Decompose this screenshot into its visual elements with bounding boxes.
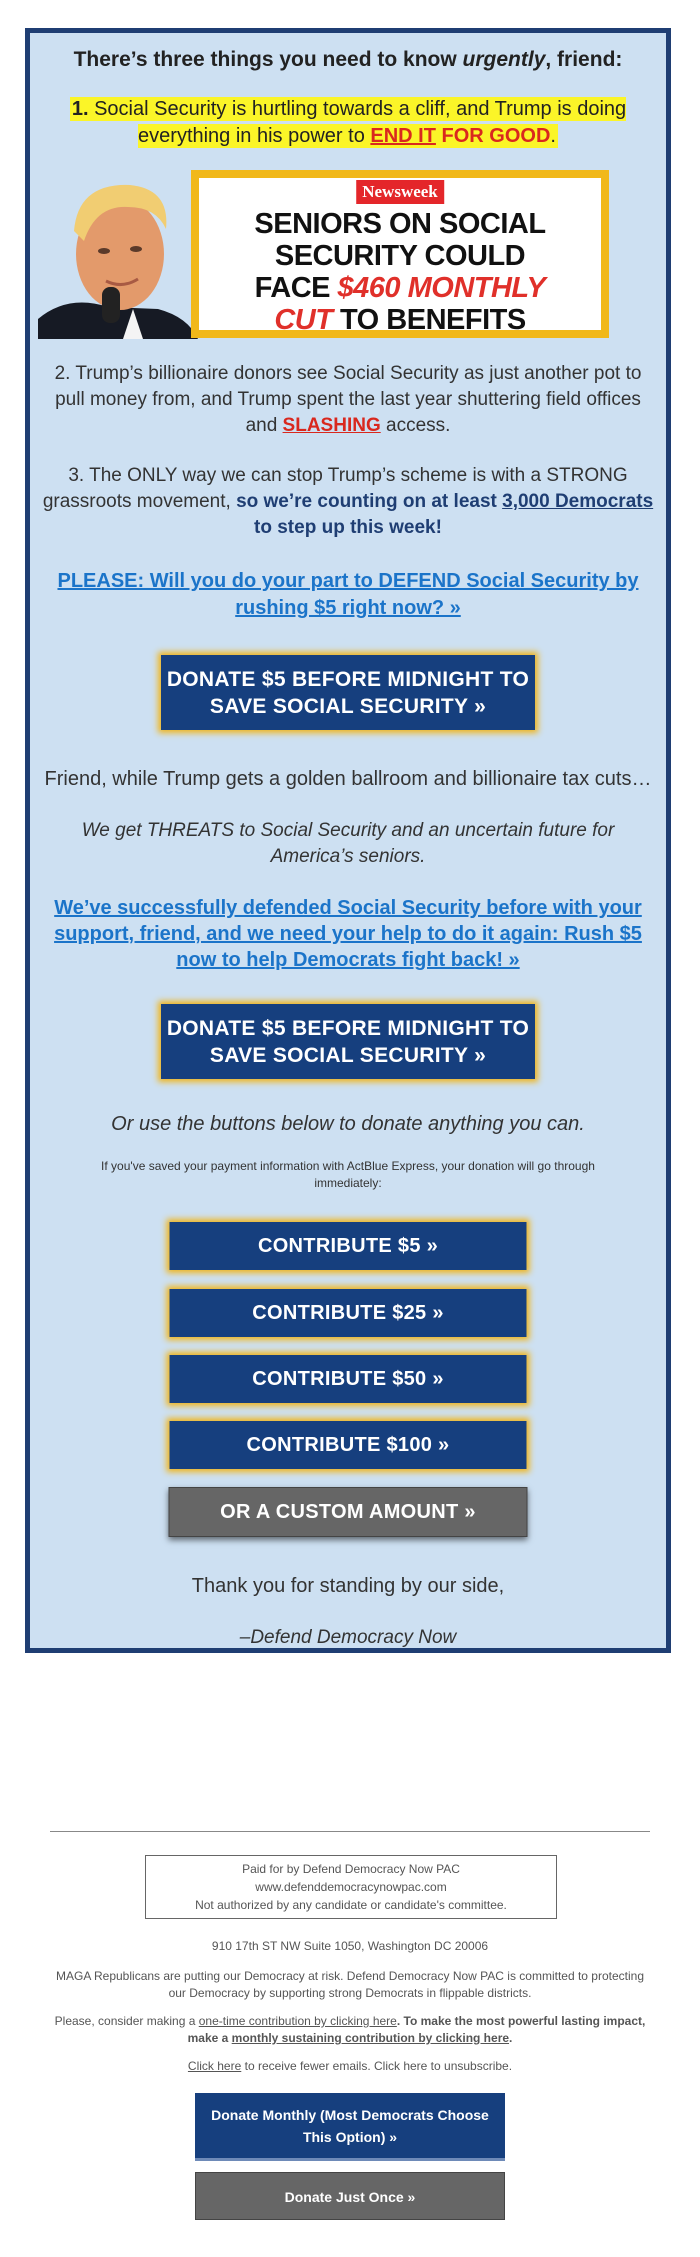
highlighted-text <box>70 97 626 148</box>
point-three-bold-end: to step up this week! <box>254 517 442 538</box>
headline-line-1: SENIORS ON SOCIAL <box>254 208 546 240</box>
point-one-period: . <box>550 125 556 147</box>
threats-line: We get THREATS to Social Security and an uncertain future for America’s seniors. <box>81 820 615 867</box>
point-one-text: Social Security is hurtling towards a cliff, and Trump is doing everything in his power to <box>88 98 627 147</box>
point-three <box>40 463 656 541</box>
contribute-25-button[interactable]: CONTRIBUTE $25 » <box>170 1289 527 1337</box>
newsweek-headline <box>199 208 601 336</box>
thanks-line: Thank you for standing by our side, <box>191 1575 505 1597</box>
consider-mid: . To make the most powerful lasting impact, make a <box>187 2014 646 2045</box>
three-thousand-democrats: 3,000 Democrats <box>502 491 654 512</box>
defended-link[interactable]: We’ve successfully defended Social Security before with your support, friend, and we need your help to do it again: Rush $5 now to help Democrats fight back! » <box>54 897 642 971</box>
donate-midnight-button[interactable]: DONATE $5 BEFORE MIDNIGHT TO SAVE SOCIAL SECURITY » <box>161 655 535 730</box>
footer-mission: MAGA Republicans are putting our Democracy at risk. Defend Democracy Now PAC is committed to protecting our Democracy by supporting strong Democrats in flippable districts. <box>55 1969 644 2000</box>
email-card <box>25 28 671 1653</box>
footer-divider <box>50 1831 650 1832</box>
newsweek-graphic[interactable] <box>38 169 613 339</box>
headline-line-3-pre: FACE <box>254 272 338 304</box>
fewer-emails-link[interactable]: Click here <box>187 2059 242 2073</box>
footer-consider <box>50 2013 650 2047</box>
point-one-number: 1. <box>71 98 89 120</box>
consider-end: . <box>509 2031 513 2045</box>
footer-address: 910 17th ST NW Suite 1050, Washington DC 20006 <box>211 1939 489 1953</box>
paid-line-3: Not authorized by any candidate or candidate's committee. <box>195 1898 507 1912</box>
paid-line-1: Paid for by Defend Democracy Now PAC <box>242 1862 460 1876</box>
point-two <box>40 361 656 439</box>
paid-for-box <box>145 1855 557 1919</box>
newsweek-frame <box>191 170 609 338</box>
actblue-note: If you've saved your payment information with ActBlue Express, your donation will go through immediately: <box>101 1159 595 1190</box>
consider-pre: Please, consider making a <box>54 2014 199 2028</box>
or-use-line: Or use the buttons below to donate anything you can. <box>111 1113 585 1135</box>
intro-heading-pre: There’s three things you need to know <box>73 48 463 71</box>
contribute-100-button[interactable]: CONTRIBUTE $100 » <box>170 1421 527 1469</box>
for-good-text: FOR GOOD <box>435 125 551 147</box>
donate-once-button[interactable]: Donate Just Once » <box>195 2172 505 2220</box>
donate-midnight-button-2[interactable]: DONATE $5 BEFORE MIDNIGHT TO SAVE SOCIAL SECURITY » <box>161 1004 535 1079</box>
friend-line: Friend, while Trump gets a golden ballroom and billionaire tax cuts… <box>44 768 652 790</box>
headline-line-3 <box>199 272 601 304</box>
newsweek-card <box>199 178 601 336</box>
unsubscribe-text[interactable]: to receive fewer emails. Click here to unsubscribe. <box>241 2059 513 2073</box>
point-two-text: 2. Trump’s billionaire donors see Social Security as just another pot to pull money from, and Trump spent the last year shuttering field offices and <box>54 363 642 436</box>
intro-heading-post: , friend: <box>545 48 623 71</box>
headline-line-4 <box>199 304 601 336</box>
slashing-text: SLASHING <box>282 415 381 436</box>
please-donate-link[interactable]: PLEASE: Will you do your part to DEFEND Social Security by rushing $5 right now? » <box>57 570 639 619</box>
intro-heading <box>40 48 656 72</box>
point-three-text: 3. The ONLY way we can stop Trump’s scheme is with a STRONG grassroots movement, <box>42 465 628 512</box>
newsweek-logo: Newsweek <box>356 180 444 204</box>
contribute-5-button[interactable]: CONTRIBUTE $5 » <box>170 1222 527 1270</box>
monthly-link[interactable]: monthly sustaining contribution by clicking here <box>231 2031 510 2045</box>
point-one <box>40 96 656 150</box>
point-two-end: access. <box>380 415 451 436</box>
headline-line-3-red: $460 MONTHLY <box>337 272 546 304</box>
custom-amount-button[interactable]: OR A CUSTOM AMOUNT » <box>169 1487 528 1537</box>
donate-monthly-button[interactable]: Donate Monthly (Most Democrats Choose This Option) » <box>195 2093 505 2161</box>
headline-line-2: SECURITY COULD <box>274 240 526 272</box>
defended-paragraph <box>40 895 656 973</box>
headline-line-4-post: TO BENEFITS <box>332 304 526 336</box>
trump-photo <box>38 169 198 339</box>
intro-heading-em: urgently <box>462 48 546 71</box>
contribute-50-button[interactable]: CONTRIBUTE $50 » <box>170 1355 527 1403</box>
please-paragraph <box>40 568 656 622</box>
headline-line-4-red: CUT <box>274 304 333 336</box>
point-three-bold: so we’re counting on at least <box>236 491 503 512</box>
paid-line-2: www.defenddemocracynowpac.com <box>255 1880 447 1894</box>
footer-fewer-emails <box>50 2058 650 2075</box>
end-it-text: END IT <box>370 125 436 147</box>
signature: –Defend Democracy Now <box>239 1627 457 1648</box>
one-time-link[interactable]: one-time contribution by clicking here <box>198 2014 397 2028</box>
